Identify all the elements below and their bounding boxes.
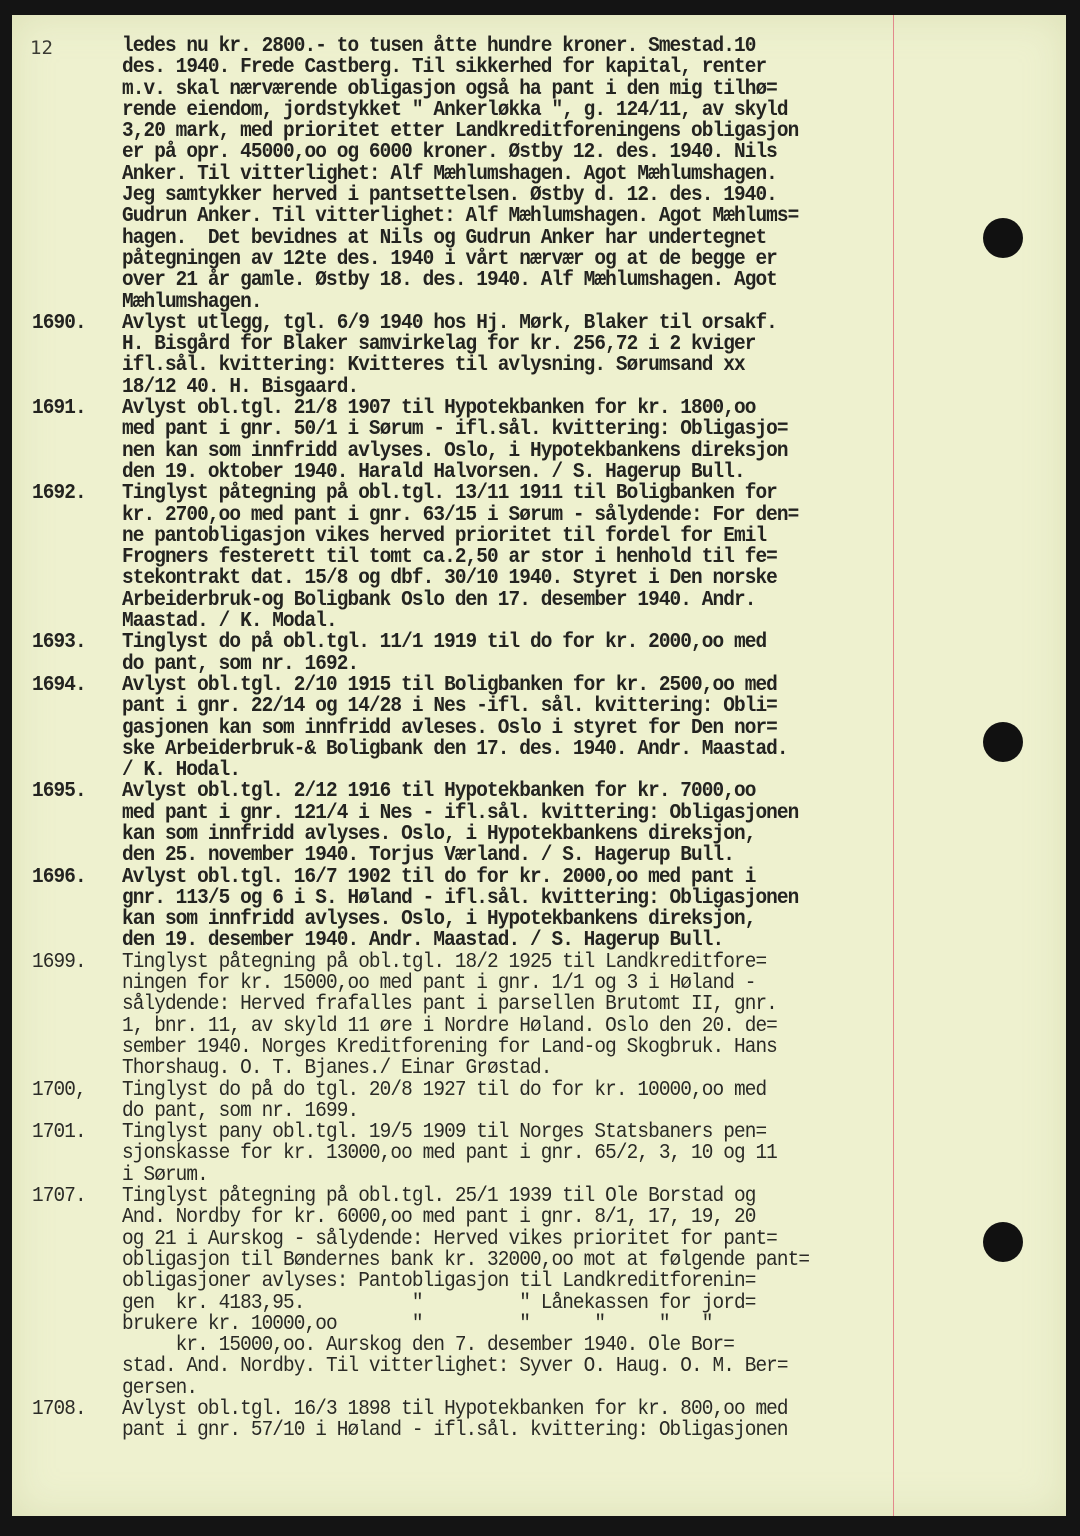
line-text: den 19. oktober 1940. Harald Halvorsen. / S. Hagerup Bull.: [122, 459, 745, 484]
line-text: Tinglyst pany obl.tgl. 19/5 1909 til Norges Statsbaners pen=: [122, 1120, 767, 1144]
entry-number: 1699.: [32, 949, 86, 974]
line-text: ske Arbeiderbruk-& Boligbank den 17. des. 1940. Andr. Maastad.: [122, 736, 788, 761]
register-entry: [32, 397, 912, 482]
line-text: pant i gnr. 22/14 og 14/28 i Nes -ifl. sål. kvittering: Obli=: [122, 694, 777, 718]
line-text: i Sørum.: [122, 1162, 208, 1187]
page-number: 12: [30, 37, 53, 59]
text-line: [32, 844, 912, 867]
line-text: / K. Hodal.: [122, 758, 241, 782]
line-text: sjonskasse for kr. 13000,oo med pant i gnr. 65/2, 3, 10 og 11: [122, 1141, 777, 1166]
binder-hole: [983, 218, 1023, 258]
register-entry: [32, 951, 912, 1079]
entry-number: 1690.: [32, 310, 86, 335]
register-entry: [32, 866, 912, 951]
line-text: brukere kr. 10000,oo " " " " ": [122, 1311, 713, 1336]
line-text: er på opr. 45000,oo og 6000 kroner. Østby 12. des. 1940. Nils: [122, 140, 777, 165]
line-text: ledes nu kr. 2800.- to tusen åtte hundre kroner. Smestad.10: [122, 33, 756, 58]
register-entry: [32, 1185, 912, 1398]
line-text: Avlyst obl.tgl. 16/3 1898 til Hypotekbanken for kr. 800,oo med: [122, 1396, 788, 1421]
line-text: ne pantobligasjon vikes herved prioritet til fordel for Emil: [122, 523, 767, 548]
line-text: Jeg samtykker herved i pantsettelsen. Østby d. 12. des. 1940.: [122, 182, 777, 207]
line-text: Thorshaug. O. T. Bjanes./ Einar Grøstad.: [122, 1056, 552, 1080]
line-text: med pant i gnr. 121/4 i Nes - ifl.sål. kvittering: Obligasjonen: [122, 800, 799, 825]
text-line: [32, 695, 912, 718]
line-text: H. Bisgård for Blaker samvirkelag for kr. 256,72 i 2 kviger: [122, 332, 756, 356]
line-text: Frogners festerett til tomt ca.2,50 ar stor i henhold til fe=: [122, 545, 777, 569]
line-text: Tinglyst påtegning på obl.tgl. 25/1 1939 til Ole Borstad og: [122, 1183, 756, 1208]
register-text: [32, 35, 912, 1441]
entry-number: 1695.: [32, 779, 86, 804]
line-text: sålydende: Herved frafalles pant i parsellen Brutomt II, gnr.: [122, 992, 777, 1017]
line-text: 3,20 mark, med prioritet etter Landkreditforeningens obligasjon: [122, 119, 799, 143]
register-entry: [32, 1121, 912, 1185]
line-text: stekontrakt dat. 15/8 og dbf. 30/10 1940. Styret i Den norske: [122, 566, 777, 591]
entry-number: 1701.: [32, 1120, 86, 1144]
text-line: [32, 482, 912, 505]
entry-number: 1708.: [32, 1396, 86, 1421]
entry-number: 1707.: [32, 1183, 86, 1208]
line-text: stad. And. Nordby. Til vitterlighet: Syver O. Haug. O. M. Ber=: [122, 1354, 788, 1379]
binder-hole: [983, 722, 1023, 762]
text-line: [32, 1206, 912, 1229]
line-text: 18/12 40. H. Bisgaard.: [122, 374, 359, 399]
line-text: over 21 år gamle. Østby 18. des. 1940. Alf Mæhlumshagen. Agot: [122, 268, 777, 292]
register-entry: [32, 482, 912, 631]
text-line: [32, 631, 912, 654]
line-text: den 25. november 1940. Torjus Værland. / S. Hagerup Bull.: [122, 843, 734, 867]
line-text: den 19. desember 1940. Andr. Maastad. / S. Hagerup Bull.: [122, 928, 724, 953]
line-text: obligasjon til Bøndernes bank kr. 32000,oo mot at følgende pant=: [122, 1247, 810, 1272]
line-text: Gudrun Anker. Til vitterlighet: Alf Mæhlumshagen. Agot Mæhlums=: [122, 204, 799, 229]
entry-number: 1700,: [32, 1077, 86, 1102]
line-text: m.v. skal nærværende obligasjon også ha pant i den mig tilhø=: [122, 76, 777, 101]
text-line: [32, 1057, 912, 1080]
register-entry: [32, 631, 912, 674]
line-text: sember 1940. Norges Kreditforening for Land-og Skogbruk. Hans: [122, 1034, 777, 1059]
binder-hole: [983, 1222, 1023, 1262]
entry-number: 1696.: [32, 864, 86, 889]
line-text: hagen. Det bevidnes at Nils og Gudrun Anker har undertegnet: [122, 225, 767, 250]
line-text: Tinglyst do på do tgl. 20/8 1927 til do for kr. 10000,oo med: [122, 1077, 767, 1102]
line-text: nen kan som innfridd avlyses. Oslo, i Hypotekbankens direksjon: [122, 438, 788, 463]
line-text: Mæhlumshagen.: [122, 289, 262, 314]
text-line: [32, 993, 912, 1016]
line-text: gnr. 113/5 og 6 i S. Høland - ifl.sål. kvittering: Obligasjonen: [122, 885, 799, 910]
line-text: påtegningen av 12te des. 1940 i vårt nærvær og at de begge er: [122, 246, 777, 271]
line-text: Avlyst obl.tgl. 21/8 1907 til Hypotekbanken for kr. 1800,oo: [122, 395, 756, 420]
text-line: [32, 1419, 912, 1442]
line-text: Avlyst obl.tgl. 2/12 1916 til Hypotekbanken for kr. 7000,oo: [122, 779, 756, 804]
line-text: Avlyst obl.tgl. 16/7 1902 til do for kr. 2000,oo med pant i: [122, 864, 756, 889]
line-text: Tinglyst påtegning på obl.tgl. 13/11 1911 til Boligbanken for: [122, 481, 777, 505]
register-entry: [32, 674, 912, 780]
line-text: Tinglyst påtegning på obl.tgl. 18/2 1925 til Landkreditfore=: [122, 949, 767, 974]
entry-number: 1691.: [32, 395, 86, 420]
line-text: des. 1940. Frede Castberg. Til sikkerhed for kapital, renter: [122, 55, 767, 79]
line-text: And. Nordby for kr. 6000,oo med pant i gnr. 8/1, 17, 19, 20: [122, 1205, 756, 1230]
line-text: Anker. Til vitterlighet: Alf Mæhlumshagen. Agot Mæhlumshagen.: [122, 161, 777, 186]
line-text: og 21 i Aurskog - sålydende: Herved vikes prioritet for pant=: [122, 1226, 777, 1251]
continuation-block: [32, 35, 912, 312]
text-line: [32, 1270, 912, 1293]
line-text: gersen.: [122, 1375, 198, 1400]
entry-number: 1692.: [32, 481, 86, 505]
line-text: Arbeiderbruk-og Boligbank Oslo den 17. desember 1940. Andr.: [122, 587, 756, 612]
line-text: 1, bnr. 11, av skyld 11 øre i Nordre Høland. Oslo den 20. de=: [122, 1013, 777, 1038]
line-text: ningen for kr. 15000,oo med pant i gnr. 1/1 og 3 i Høland -: [122, 970, 756, 995]
line-text: obligasjoner avlyses: Pantobligasjon til Landkreditforenin=: [122, 1269, 756, 1293]
line-text: Avlyst obl.tgl. 2/10 1915 til Boligbanken for kr. 2500,oo med: [122, 672, 777, 697]
register-entry: [32, 1079, 912, 1122]
line-text: do pant, som nr. 1699.: [122, 1098, 359, 1123]
line-text: gasjonen kan som innfridd avleses. Oslo i styret for Den nor=: [122, 715, 777, 740]
line-text: gen kr. 4183,95. " " Lånekassen for jord=: [122, 1290, 756, 1315]
line-text: ifl.sål. kvittering: Kvitteres til avlysning. Sørumsand xx: [122, 353, 745, 378]
text-line: [32, 418, 912, 441]
text-line: [32, 56, 912, 79]
register-entry: [32, 780, 912, 865]
line-text: kan som innfridd avlyses. Oslo, i Hypotekbankens direksjon,: [122, 907, 756, 931]
line-text: kr. 15000,oo. Aurskog den 7. desember 1940. Ole Bor=: [122, 1333, 734, 1357]
text-line: [32, 269, 912, 292]
line-text: Avlyst utlegg, tgl. 6/9 1940 hos Hj. Mørk, Blaker til orsakf.: [122, 310, 777, 335]
line-text: med pant i gnr. 50/1 i Sørum - ifl.sål. kvittering: Obligasjo=: [122, 417, 788, 442]
line-text: rende eiendom, jordstykket " Ankerløkka ", g. 124/11, av skyld: [122, 97, 788, 122]
line-text: kan som innfridd avlyses. Oslo, i Hypotekbankens direksjon,: [122, 821, 756, 846]
line-text: kr. 2700,oo med pant i gnr. 63/15 i Sørum - sålydende: For den=: [122, 502, 799, 527]
line-text: do pant, som nr. 1692.: [122, 651, 359, 676]
line-text: pant i gnr. 57/10 i Høland - ifl.sål. kvittering: Obligasjonen: [122, 1418, 788, 1442]
register-entry: [32, 312, 912, 397]
entry-number: 1694.: [32, 672, 86, 697]
register-page: [12, 15, 1066, 1516]
line-text: Tinglyst do på obl.tgl. 11/1 1919 til do for kr. 2000,oo med: [122, 630, 767, 654]
entry-number: 1693.: [32, 630, 86, 654]
line-text: Maastad. / K. Modal.: [122, 608, 337, 633]
register-entry: [32, 1398, 912, 1441]
